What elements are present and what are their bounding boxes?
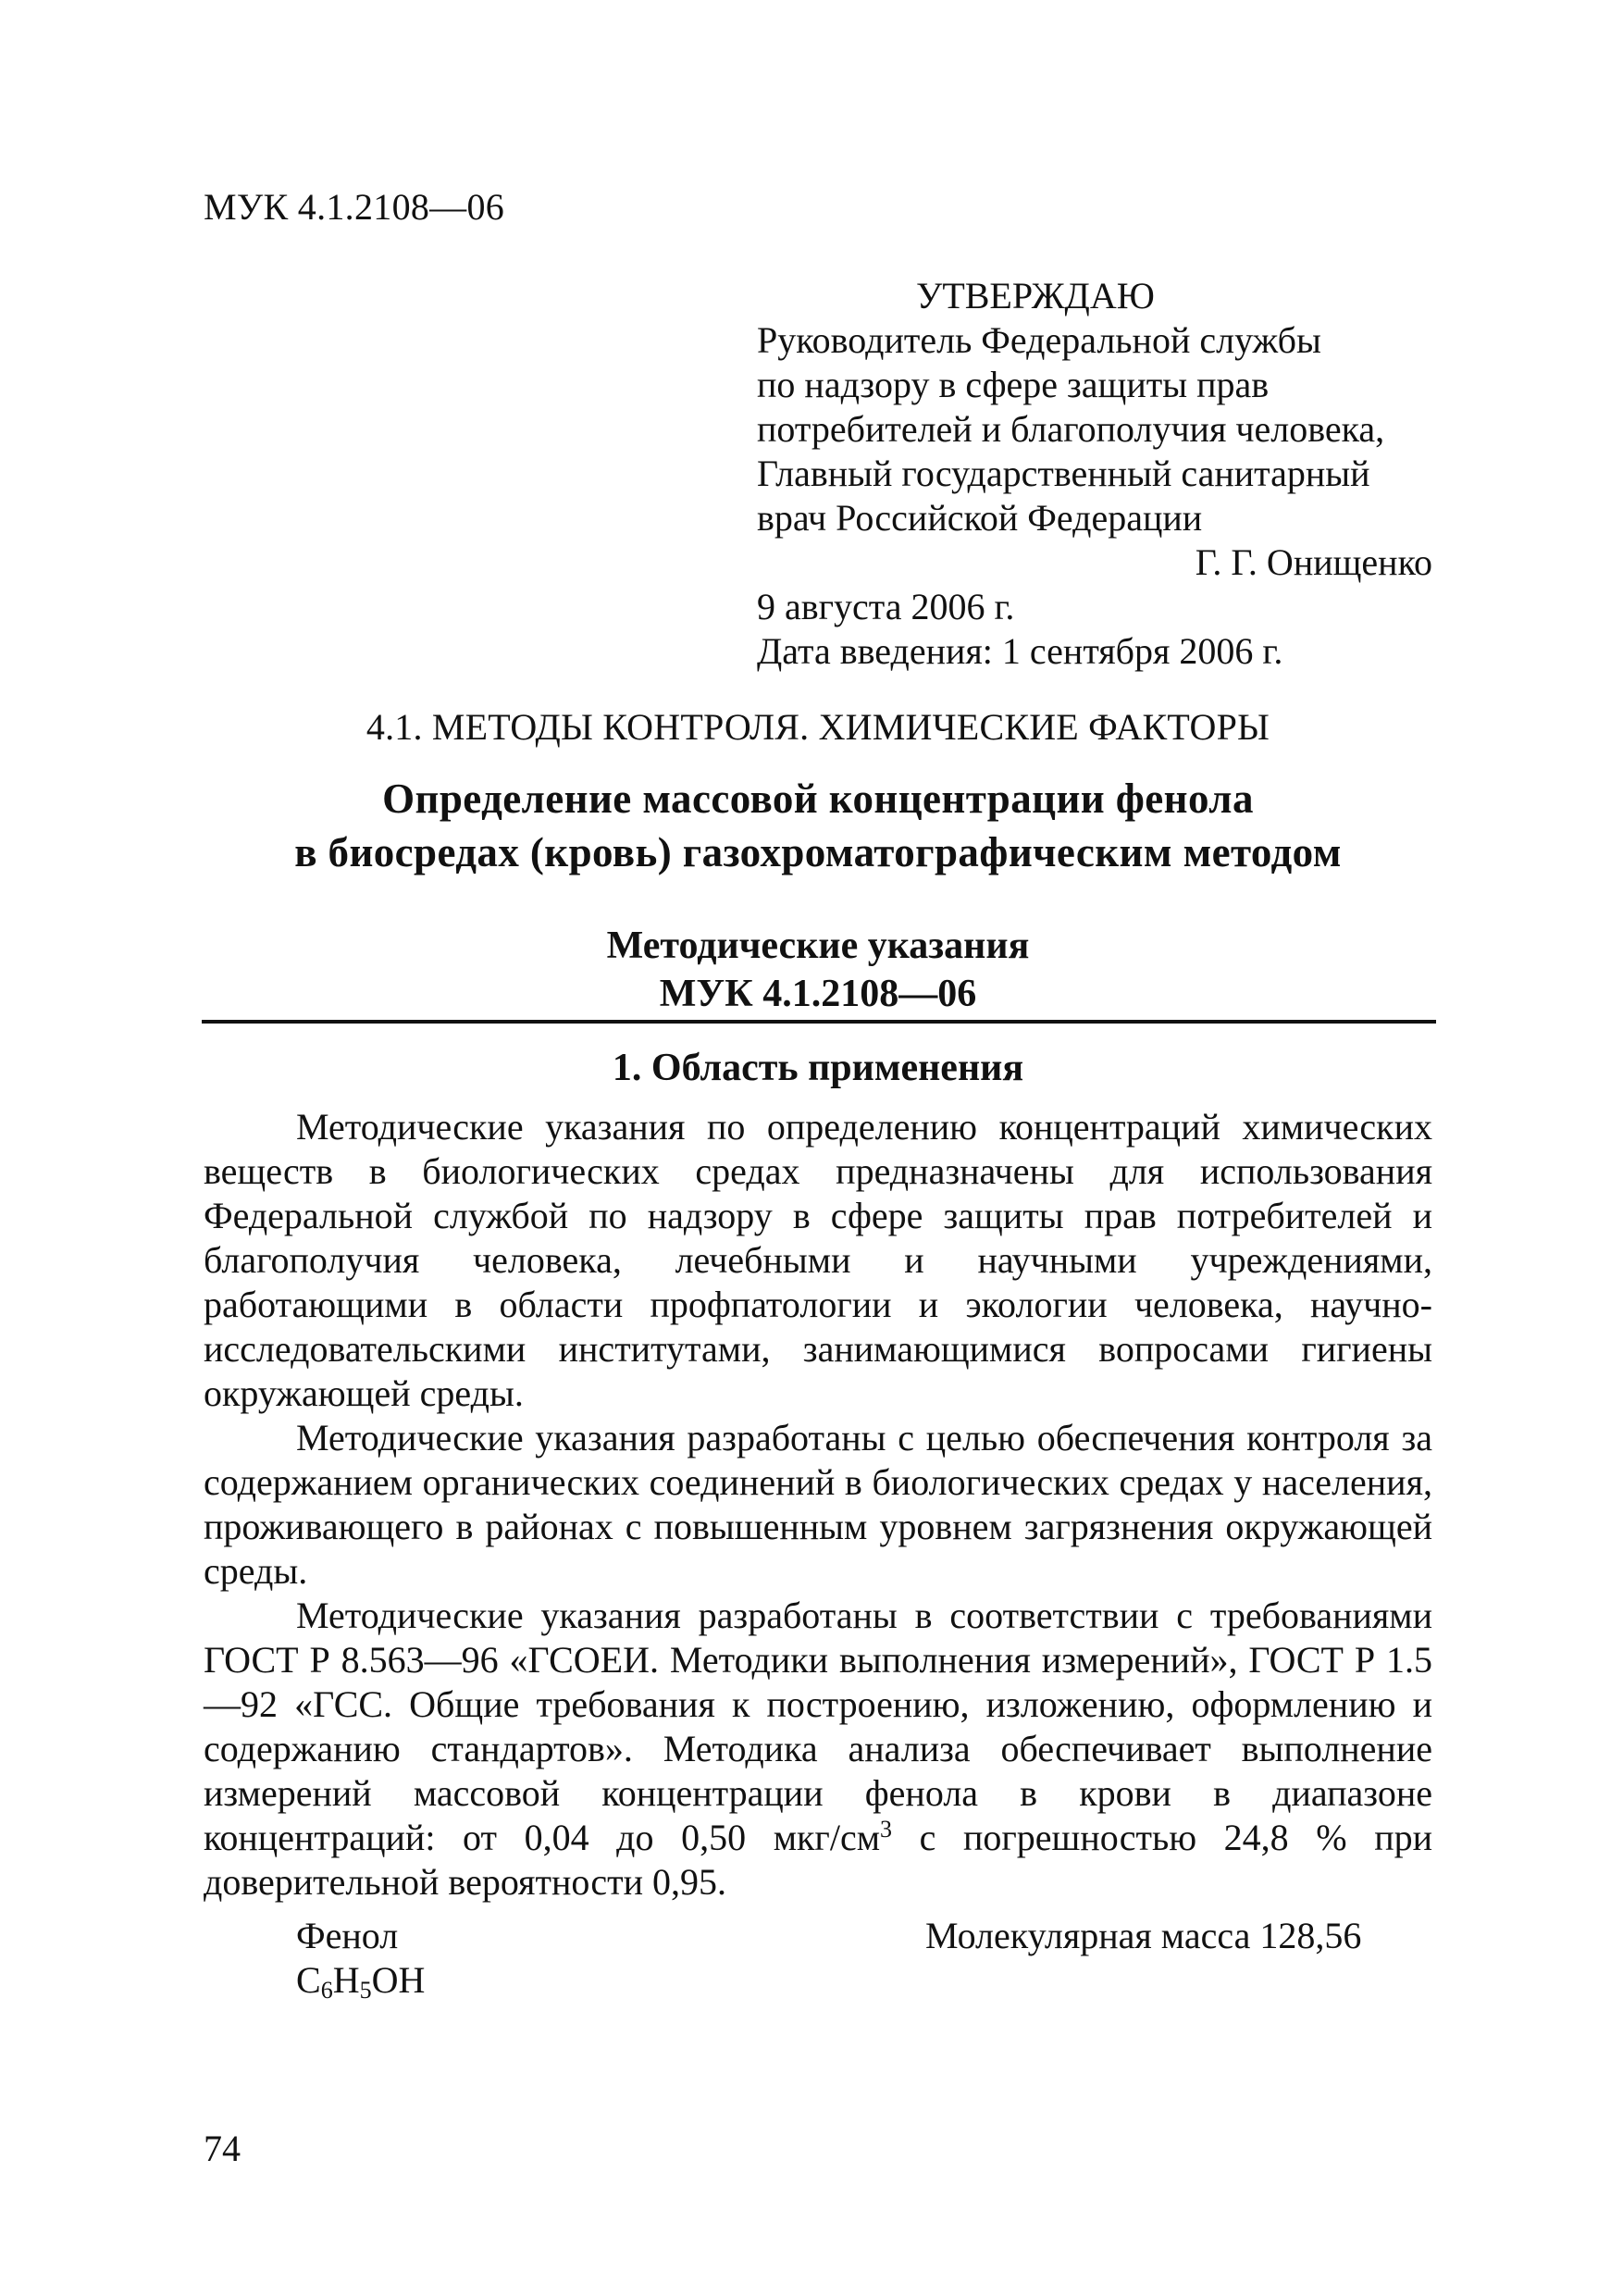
formula-element: C bbox=[296, 1959, 321, 2001]
approval-line: врач Российской Федерации bbox=[757, 497, 1203, 539]
paragraph bbox=[204, 1594, 1432, 1905]
document-code: МУК 4.1.2108—06 bbox=[204, 186, 505, 228]
subtitle-line: МУК 4.1.2108—06 bbox=[659, 973, 977, 1015]
document-title bbox=[204, 772, 1432, 879]
horizontal-rule bbox=[202, 1020, 1436, 1024]
paragraph: Методические указания по определению концентраций химических веществ в биологических средах предназначены для использования Федеральной службой по надзору в сфере защиты прав потребителей и благополучия человека, лечебными и научными учреждениями, работающими в области профпатологии и экологии человека, научно-исследовательскими институтами, занимающимися вопросами гигиены окружающей среды. bbox=[204, 1106, 1432, 1414]
subtitle-line: Методические указания bbox=[606, 925, 1030, 967]
compound-name: Фенол bbox=[296, 1915, 399, 1956]
section-title: 1. Область применения bbox=[612, 1047, 1024, 1089]
title-line: Определение массовой концентрации фенола bbox=[382, 776, 1254, 822]
approval-line: потребителей и благополучия человека, bbox=[757, 408, 1385, 450]
approval-signatory: Г. Г. Онищенко bbox=[1195, 541, 1432, 583]
approval-line: Руководитель Федеральной службы bbox=[757, 319, 1321, 361]
document-subtitle bbox=[204, 922, 1432, 1018]
formula-subscript: 5 bbox=[359, 1977, 372, 2004]
section-header: 4.1. МЕТОДЫ КОНТРОЛЯ. ХИМИЧЕСКИЕ ФАКТОРЫ bbox=[365, 706, 1270, 748]
formula-subscript: 6 bbox=[320, 1977, 333, 2004]
molecular-mass: Молекулярная масса 128,56 bbox=[925, 1915, 1362, 1956]
chemical-formula bbox=[296, 1958, 425, 2003]
page-number: 74 bbox=[204, 2128, 241, 2169]
formula-element: OH bbox=[371, 1959, 426, 2001]
approval-block bbox=[757, 274, 1432, 674]
unit-exponent: 3 bbox=[880, 1816, 893, 1843]
paragraph: Методические указания разработаны с целью обеспечения контроля за содержанием органических соединений в биологических средах у населения, проживающего в районах с повышенным уровнем загрязнения окружающей среды. bbox=[204, 1417, 1432, 1592]
title-line: в биосредах (кровь) газохроматографическим методом bbox=[294, 829, 1342, 875]
paragraph-text: с погрешностью 24,8 % при доверительной вероятности 0,95. bbox=[204, 1817, 1432, 1903]
formula-element: H bbox=[332, 1959, 360, 2001]
approval-effective-date: Дата введения: 1 сентября 2006 г. bbox=[757, 630, 1283, 672]
approval-date: 9 августа 2006 г. bbox=[757, 586, 1015, 627]
approval-heading: УТВЕРЖДАЮ bbox=[916, 275, 1155, 316]
section-body bbox=[204, 1105, 1432, 1905]
approval-line: по надзору в сфере защиты прав bbox=[757, 364, 1270, 405]
paragraph-text: Методические указания разработаны в соответствии с требованиями ГОСТ Р 8.563—96 «ГСОЕИ. Методики выполнения измерений», ГОСТ Р 1.5—92 «ГСС. Общие требования к построению, изложению, оформлению и содержанию стандартов». Методика анализа обеспечивает выполнение измерений массовой концентрации фенола в крови в диапазоне концентраций: от 0,04 до 0,50 мкг/см bbox=[204, 1595, 1432, 1858]
approval-line: Главный государственный санитарный bbox=[757, 453, 1370, 494]
